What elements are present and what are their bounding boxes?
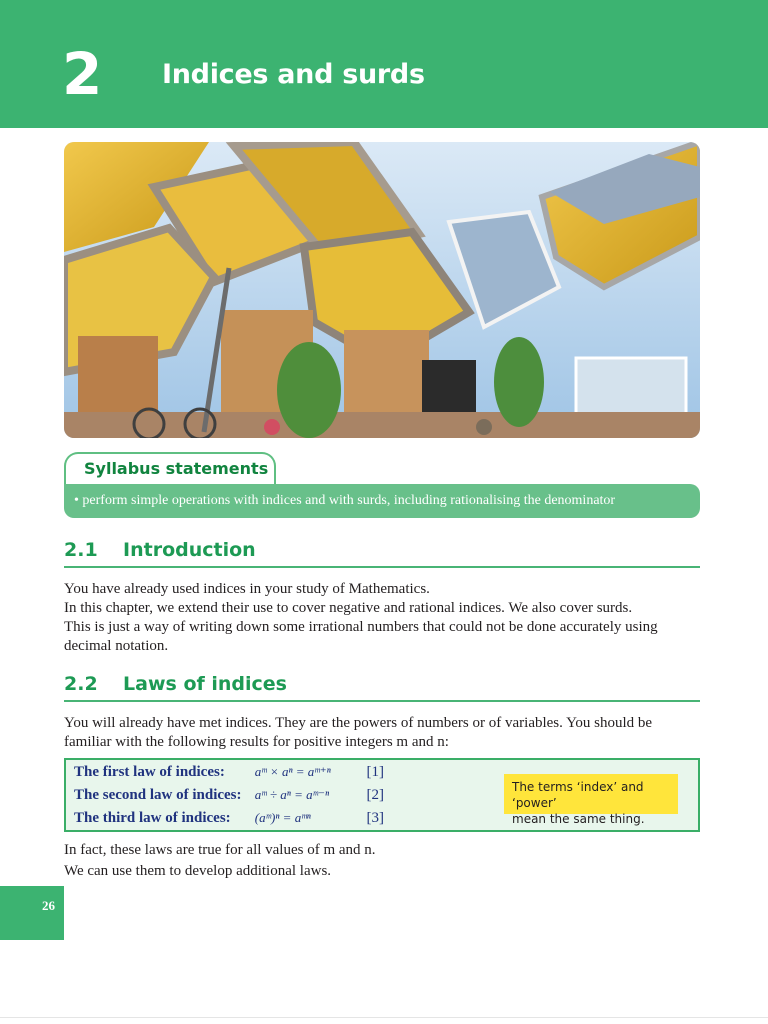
section-heading-introduction: [64, 536, 700, 568]
cube-houses-photo: [64, 142, 700, 438]
definition-note: [504, 774, 678, 826]
page-bottom-rule: [0, 1017, 768, 1018]
syllabus-title: Syllabus statements: [84, 459, 269, 478]
planter: [476, 419, 492, 435]
law-row-second: [74, 784, 391, 806]
law-name: The second law of indices:: [74, 787, 242, 803]
section-number: 2.1: [64, 539, 98, 561]
note-line-1: The terms ‘index’ and ‘power’: [512, 780, 644, 810]
section-title: Laws of indices: [123, 673, 287, 695]
law-reference: [3]: [366, 810, 384, 826]
intro-line-1: You have already used indices in your study of Mathematics.: [64, 581, 430, 597]
law-name: The third law of indices:: [74, 810, 231, 826]
syllabus-item: • perform simple operations with indices and with surds, including rationalising the denominator: [74, 493, 616, 508]
section-number: 2.2: [64, 673, 98, 695]
cube-houses-illustration: [64, 142, 700, 438]
section-heading-laws: [64, 670, 700, 702]
law-name: The first law of indices:: [74, 764, 225, 780]
law-reference: [2]: [366, 787, 384, 803]
after-box-line-2: We can use them to develop additional laws.: [64, 863, 332, 879]
intro-line-2: In this chapter, we extend their use to cover negative and rational indices. We also cover surds.: [64, 600, 633, 616]
chapter-number: 2: [62, 40, 103, 108]
section-title: Introduction: [123, 539, 256, 561]
flower-pot: [264, 419, 280, 435]
intro-line-3: This is just a way of writing down some irrational numbers that could not be done accurately using: [64, 619, 658, 635]
trees-left: [277, 342, 341, 438]
law-formula: aᵐ × aⁿ = aᵐ⁺ⁿ: [254, 764, 331, 779]
law-row-third: [74, 807, 391, 829]
laws-line-1: You will already have met indices. They are the powers of numbers or of variables. You should be: [64, 715, 653, 731]
center-entrance: [422, 360, 476, 412]
page-number: 26: [42, 898, 55, 913]
laws-line-2: familiar with the following results for positive integers m and n:: [64, 734, 449, 750]
law-formula: aᵐ ÷ aⁿ = aᵐ⁻ⁿ: [254, 787, 330, 802]
after-box-line-1: In fact, these laws are true for all values of m and n.: [64, 842, 376, 858]
intro-line-4: decimal notation.: [64, 638, 169, 654]
law-row-first: [74, 761, 391, 783]
trees-right: [494, 337, 544, 427]
law-reference: [1]: [366, 764, 384, 780]
note-line-2: mean the same thing.: [512, 812, 645, 826]
brick-tower-middle: [344, 330, 429, 422]
law-formula: (aᵐ)ⁿ = aᵐⁿ: [254, 810, 311, 825]
chapter-title: Indices and surds: [162, 59, 425, 90]
